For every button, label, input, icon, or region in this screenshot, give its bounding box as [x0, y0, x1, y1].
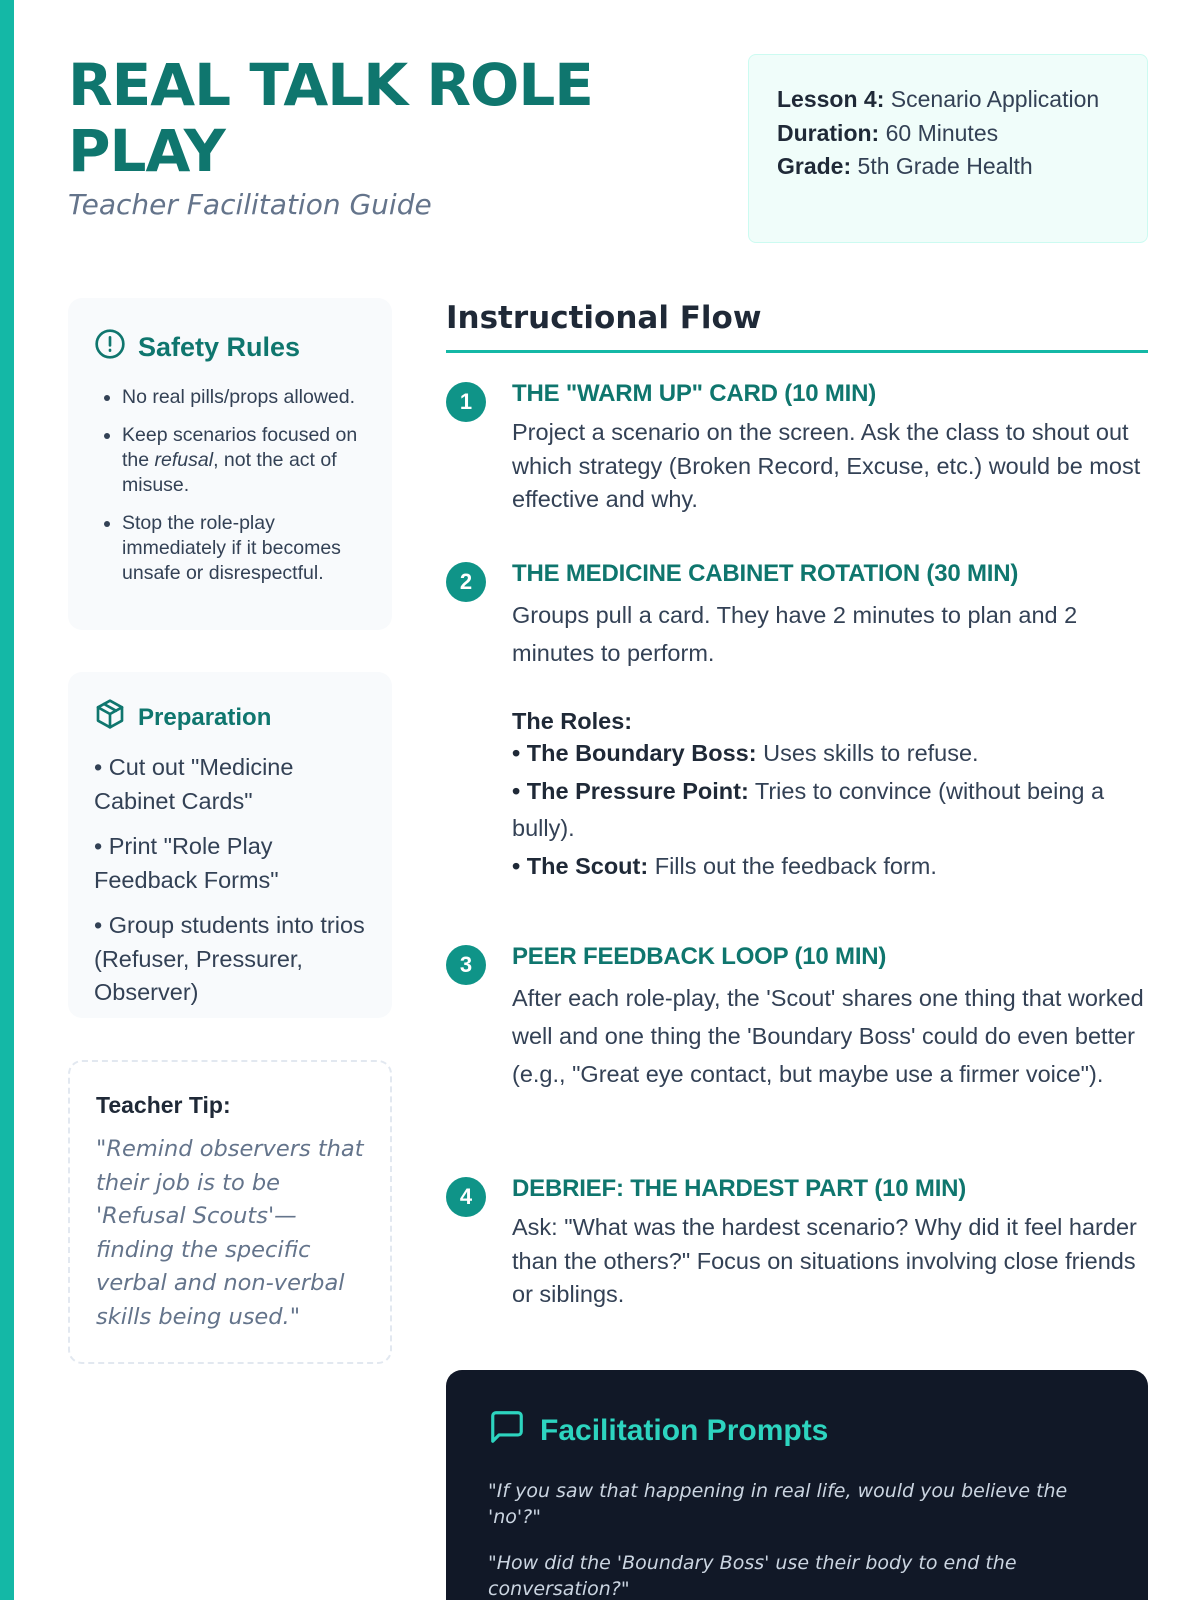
step-title: THE "WARM UP" CARD (10 MIN) [512, 380, 877, 407]
teacher-tip-label: Teacher Tip: [96, 1092, 231, 1118]
grade-row [777, 150, 1119, 184]
list-item: • Cut out "Medicine Cabinet Cards" [94, 754, 294, 814]
preparation-heading [94, 698, 368, 737]
step-text: After each role-play, the 'Scout' shares one thing that worked well and one thing the 'Boundary Boss' could do even better (e.g., "Great eye contact, but maybe use a firmer voice"). [512, 985, 1144, 1087]
role-desc: Fills out the feedback form. [654, 852, 937, 879]
role-name: The Scout: [526, 852, 649, 879]
safety-rules-card [68, 298, 392, 630]
step-number-badge-1: 1 [446, 382, 486, 422]
role-item [512, 773, 1148, 848]
list-item: • Stop the role-play immediately if it becomes unsafe or disrespectful. [122, 511, 368, 586]
package-icon [94, 698, 126, 737]
role-name: The Boundary Boss: [526, 740, 757, 766]
step-body [512, 1175, 1148, 1312]
step-title: PEER FEEDBACK LOOP (10 MIN) [512, 943, 887, 970]
role-desc: Uses skills to refuse. [763, 740, 979, 766]
list-item: • No real pills/props allowed. [122, 385, 368, 410]
page-title [68, 52, 628, 184]
duration-row [777, 117, 1119, 151]
lesson-value: Scenario Application [890, 86, 1100, 112]
lesson-label: Lesson 4: [777, 86, 885, 112]
teacher-tip-text: "Remind observers that their job is to be 'Refusal Scouts'—finding the specific verbal and non-verbal skills being used." [96, 1136, 364, 1330]
step-text: Project a scenario on the screen. Ask the class to shout out which strategy (Broken Record, Excuse, etc.) would be most effective and why. [512, 419, 1141, 512]
teacher-tip-box [68, 1060, 392, 1364]
role-bullet: • [512, 777, 521, 804]
safety-rules-title: Safety Rules [138, 332, 301, 362]
title-line-2: PLAY [68, 117, 225, 185]
duration-label: Duration: [777, 119, 880, 146]
step-body [512, 380, 1148, 517]
preparation-card [68, 672, 392, 1018]
facilitation-prompts-panel [446, 1370, 1148, 1600]
list-item [122, 423, 368, 498]
step-text: Ask: "What was the hardest scenario? Why did it feel harder than the others?" Focus on situations involving close friends or siblings. [512, 1214, 1137, 1307]
step-number-badge-3: 3 [446, 945, 486, 985]
lesson-row [777, 83, 1119, 117]
emphasis-text: refusal [154, 449, 214, 471]
step-text: Groups pull a card. They have 2 minutes to plan and 2 minutes to perform. [512, 602, 1078, 666]
instructional-flow [446, 300, 1148, 353]
preparation-title: Preparation [138, 703, 272, 731]
step-body [512, 560, 1148, 885]
step-title: THE MEDICINE CABINET ROTATION (30 MIN) [512, 560, 1019, 587]
facilitation-prompt: "How did the 'Boundary Boss' use their body to end the conversation?" [488, 1552, 1017, 1600]
role-bullet: • [512, 852, 521, 879]
list-item-text: , not the act of misuse. [122, 449, 337, 496]
facilitation-prompt: "If you saw that happening in real life, would you believe the 'no'?" [488, 1480, 1068, 1528]
role-item [512, 848, 1148, 886]
role-item [512, 735, 1148, 773]
instructional-flow-title: Instructional Flow [446, 300, 1148, 353]
step-number-badge-4: 4 [446, 1177, 486, 1217]
alert-circle-icon [94, 328, 126, 367]
list-item: • Print "Role Play Feedback Forms" [94, 833, 279, 893]
grade-value: 5th Grade Health [857, 153, 1033, 179]
role-bullet: • [512, 740, 521, 766]
safety-rules-heading [94, 328, 368, 367]
page-header [68, 52, 628, 221]
list-item: • Group students into trios (Refuser, Pressurer, Observer) [94, 912, 365, 1005]
accent-bar [0, 0, 14, 1600]
lesson-meta-box [748, 54, 1148, 243]
facilitation-prompts-title: Facilitation Prompts [540, 1414, 829, 1447]
list-item-text: Keep scenarios focused on the [122, 424, 358, 471]
page-subtitle: Teacher Facilitation Guide [68, 188, 432, 221]
role-desc: Tries to convince (without being a bully). [512, 777, 1105, 841]
step-title: DEBRIEF: THE HARDEST PART (10 MIN) [512, 1175, 967, 1202]
step-number-badge-2: 2 [446, 562, 486, 602]
grade-label: Grade: [777, 153, 852, 179]
safety-rules-list [94, 385, 368, 586]
preparation-list [94, 751, 368, 1010]
title-line-1: REAL TALK ROLE [68, 51, 593, 119]
facilitation-prompts-heading [488, 1408, 1106, 1454]
message-square-icon [488, 1408, 526, 1454]
roles-heading: The Roles: [512, 708, 633, 734]
duration-value: 60 Minutes [885, 119, 999, 146]
role-name: The Pressure Point: [526, 777, 749, 804]
step-body [512, 943, 1148, 1093]
roles-list [512, 735, 1148, 885]
